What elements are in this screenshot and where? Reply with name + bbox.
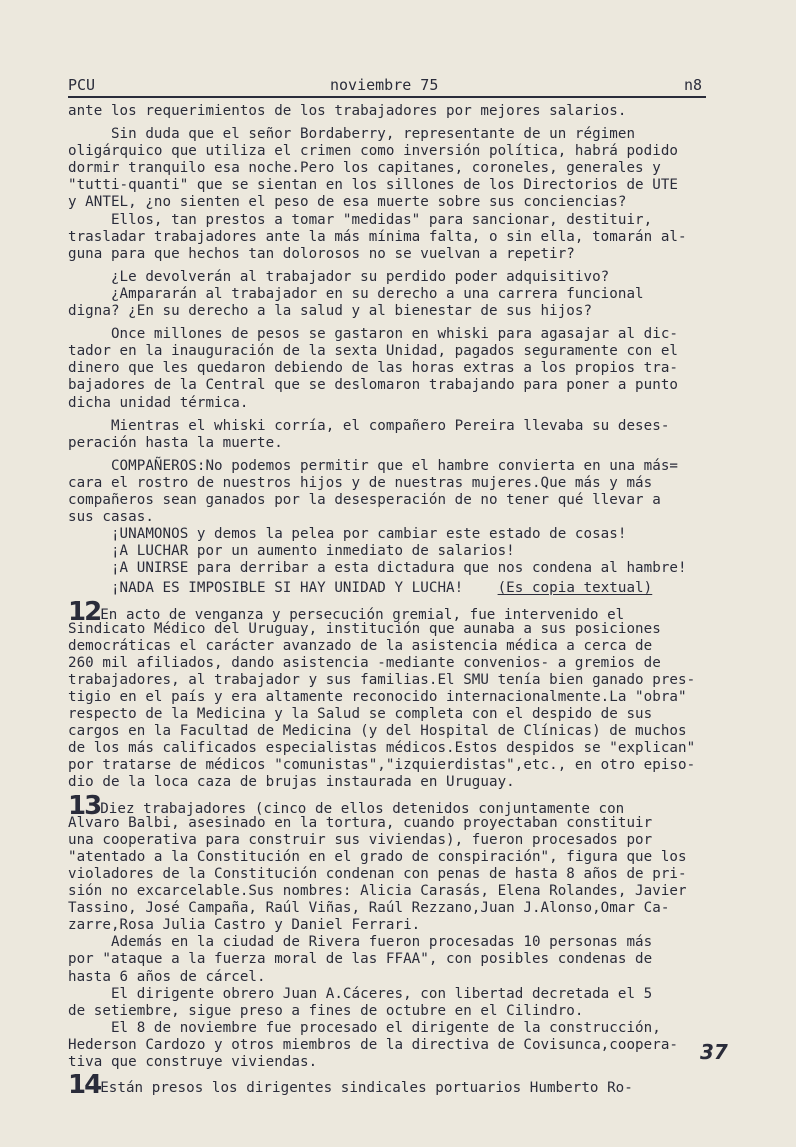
line-text: COMPAÑEROS:No podemos permitir que el hambre convierta en una más= (68, 457, 679, 474)
text-line (68, 194, 740, 211)
line-text: respecto de la Medicina y la Salud se completa con el despido de sus (68, 706, 653, 723)
line-text: tigio en el país y era altamente reconocido internacionalmente.La "obra" (68, 689, 687, 705)
line-text: digna? ¿En su derecho a la salud y al bienestar de sus hijos? (68, 303, 593, 320)
line-text: "atentado a la Constitución en el grado de conspiración", figura que los (68, 848, 687, 865)
line-text: bajadores de la Central que se deslomaron trabajando para poner a punto (68, 377, 679, 394)
text-line (68, 526, 740, 543)
text-line (68, 458, 740, 475)
line-text: Están presos los dirigentes sindicales portuarios Humberto Ro- (100, 1080, 633, 1097)
line-text: Alvaro Balbi, asesinado en la tortura, cuando proyectaban constituir (68, 814, 653, 831)
line-text: tiva que construye viviendas. (68, 1053, 318, 1070)
line-text: Once millones de pesos se gastaron en whiski para agasajar al dic- (68, 326, 679, 343)
text-line (68, 883, 740, 900)
text-line (68, 435, 740, 452)
line-text: tador en la inauguración de la sexta Unidad, pagados seguramente con el (68, 343, 679, 360)
line-text: Hederson Cardozo y otros miembros de la directiva de Covisunca,coopera- (68, 1036, 679, 1053)
line-text: democráticas el carácter avanzado de la asistencia médica a cerca de (68, 637, 653, 654)
text-line (68, 560, 740, 577)
text-line (68, 740, 740, 757)
text-line (68, 866, 740, 883)
text-line (68, 395, 740, 412)
text-line (68, 160, 740, 177)
text-line (68, 360, 740, 377)
text-line (68, 212, 740, 229)
text-line (68, 934, 740, 951)
line-text: El 8 de noviembre fue procesado el dirigente de la construcción, (68, 1019, 661, 1036)
text-line (68, 790, 740, 821)
header-issue: n8 (683, 76, 702, 94)
line-text: trabajadores, al trabajador y sus familias.El SMU tenía bien ganado pres- (68, 671, 696, 688)
item-number: 13 (68, 790, 101, 821)
line-text: ¿Le devolverán al trabajador su perdido poder adquisitivo? (68, 268, 610, 285)
line-text: violadores de la Constitución condenan con penas de hasta 8 años de pri- (68, 865, 687, 882)
item-number: 14 (68, 1070, 101, 1101)
line-text: En acto de venganza y persecución gremial, fue intervenido el (100, 606, 625, 623)
text-line (68, 229, 740, 246)
text-line (68, 849, 740, 866)
text-line (68, 723, 740, 740)
line-text: dinero que les quedaron debiendo de las horas extras a los propios tra- (68, 360, 679, 377)
header-publication: PCU (68, 76, 96, 94)
text-line (68, 343, 740, 360)
text-line (68, 1054, 740, 1071)
line-text: cargos en la Facultad de Medicina (y del Hospital de Clínicas) de muchos (68, 723, 687, 740)
line-text: oligárquico que utiliza el crimen como inversión política, habrá podido (68, 143, 679, 160)
line-text: zarre,Rosa Julia Castro y Daniel Ferrari. (68, 917, 421, 934)
text-line (68, 1037, 740, 1054)
line-text: dio de la loca caza de brujas instaurada en Uruguay. (68, 774, 515, 791)
line-text: hasta 6 años de cárcel. (68, 968, 266, 985)
text-line (68, 706, 740, 723)
text-line (68, 177, 740, 194)
line-text: por tratarse de médicos "comunistas","izquierdistas",etc., en otro episo- (68, 757, 696, 774)
header-date: noviembre 75 (330, 76, 439, 94)
line-text: de los más calificados especialistas médicos.Estos despidos se "explican" (68, 740, 696, 757)
line-text: "tutti-quanti" que se sientan en los sillones de los Directorios de UTE (68, 177, 679, 194)
text-line (68, 900, 740, 917)
text-line (68, 815, 740, 832)
text-line (68, 672, 740, 689)
text-line (68, 246, 740, 263)
line-text: Ellos, tan prestos a tomar "medidas" para sancionar, destituir, (68, 211, 653, 228)
text-line (68, 757, 740, 774)
line-text: dormir tranquilo esa noche.Pero los capitanes, coroneles, generales y (68, 160, 661, 177)
body-text (68, 103, 740, 1101)
line-text: por "ataque a la fuerza moral de las FFAA", con posibles condenas de (68, 951, 653, 968)
line-text: ¡UNAMONOS y demos la pelea por cambiar este estado de cosas! (68, 526, 627, 543)
text-line (68, 655, 740, 672)
text-line (68, 303, 740, 320)
text-line (68, 475, 740, 492)
line-text: sión no excarcelable.Sus nombres: Alicia Carasás, Elena Rolandes, Javier (68, 883, 687, 900)
text-line (68, 951, 740, 968)
text-line (68, 1070, 740, 1101)
line-text: de setiembre, sigue preso a fines de octubre en el Cilindro. (68, 1002, 584, 1019)
item-number: 12 (68, 596, 101, 627)
line-text: trasladar trabajadores ante la más mínima falta, o sin ella, tomarán al- (68, 228, 687, 245)
text-line (68, 269, 740, 286)
text-line (68, 543, 740, 560)
line-text: Sindicato Médico del Uruguay, institución que aunaba a sus posiciones (68, 620, 661, 637)
text-line (68, 969, 740, 986)
line-text: Diez trabajadores (cinco de ellos detenidos conjuntamente con (100, 800, 625, 817)
line-text: cara el rostro de nuestros hijos y de nuestras mujeres.Que más y más (68, 474, 653, 491)
text-line (68, 832, 740, 849)
text-line (68, 326, 740, 343)
line-text: y ANTEL, ¿no sienten el peso de esa muerte sobre sus conciencias? (68, 194, 627, 211)
text-line (68, 143, 740, 160)
text-line (68, 1003, 740, 1020)
text-line (68, 689, 740, 706)
text-line (68, 596, 740, 627)
source-note: (Es copia textual) (497, 580, 653, 597)
line-text: ¿Ampararán al trabajador en su derecho a una carrera funcional (68, 285, 644, 302)
line-text: ¡A LUCHAR por un aumento inmediato de salarios! (68, 543, 515, 560)
text-line (68, 638, 740, 655)
line-text: El dirigente obrero Juan A.Cáceres, con libertad decretada el 5 (68, 985, 653, 1002)
text-line (68, 377, 740, 394)
text-line (68, 580, 740, 597)
text-line (68, 774, 740, 791)
text-line (68, 286, 740, 303)
line-text: peración hasta la muerte. (68, 434, 283, 451)
line-text: 260 mil afiliados, dando asistencia -mediante convenios- a gremios de (68, 654, 661, 671)
page-header (68, 74, 706, 98)
line-text: Sin duda que el señor Bordaberry, representante de un régimen (68, 126, 636, 143)
text-line (68, 418, 740, 435)
text-line (68, 1020, 740, 1037)
text-line (68, 492, 740, 509)
line-text: dicha unidad térmica. (68, 394, 249, 411)
text-line (68, 621, 740, 638)
text-line (68, 509, 740, 526)
line-text: ¡NADA ES IMPOSIBLE SI HAY UNIDAD Y LUCHA! (68, 580, 498, 597)
text-line (68, 917, 740, 934)
page-number: 37 (700, 1040, 728, 1064)
line-text: una cooperativa para construir sus viviendas), fueron procesados por (68, 831, 653, 848)
text-line (68, 126, 740, 143)
text-line (68, 986, 740, 1003)
line-text: Además en la ciudad de Rivera fueron procesadas 10 personas más (68, 934, 653, 951)
line-text: guna para que hechos tan dolorosos no se vuelvan a repetir? (68, 245, 575, 262)
line-text: ante los requerimientos de los trabajadores por mejores salarios. (68, 103, 627, 119)
line-text: sus casas. (68, 509, 154, 526)
line-text: Tassino, José Campaña, Raúl Viñas, Raúl Rezzano,Juan J.Alonso,Omar Ca- (68, 900, 670, 917)
line-text: compañeros sean ganados por la desesperación de no tener qué llevar a (68, 491, 661, 508)
line-text: Mientras el whiski corría, el compañero Pereira llevaba su deses- (68, 417, 670, 434)
line-text: ¡A UNIRSE para derribar a esta dictadura que nos condena al hambre! (68, 560, 687, 577)
text-line (68, 103, 740, 120)
